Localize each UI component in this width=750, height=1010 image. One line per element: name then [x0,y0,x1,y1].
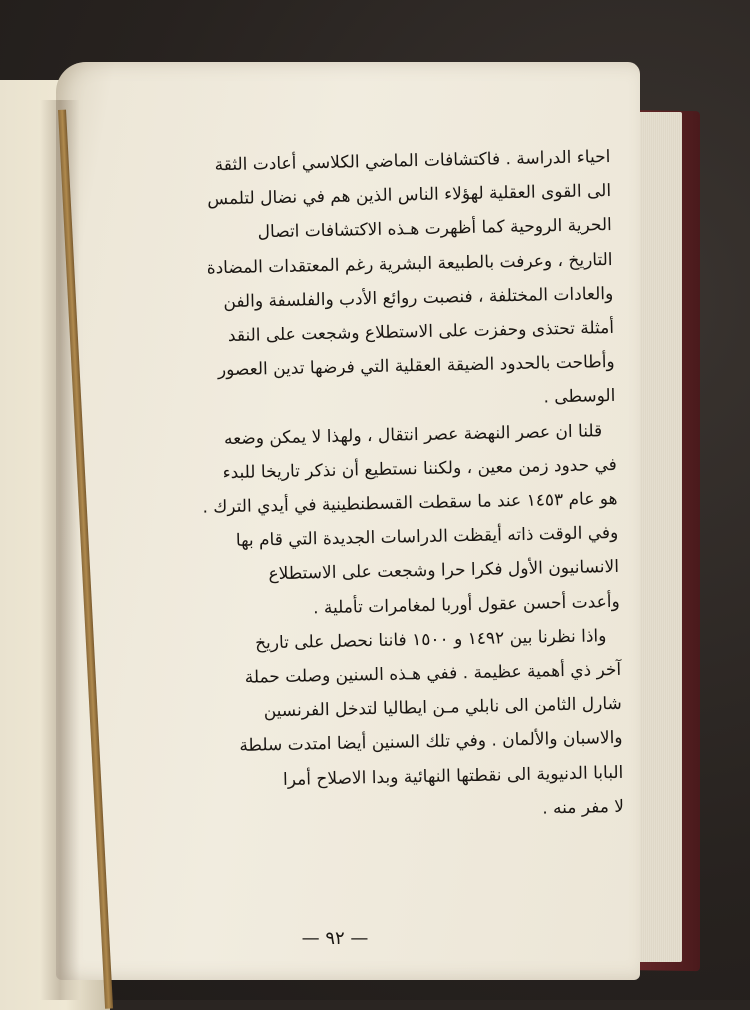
text-line: البابا الدنيوية الى نقطتها النهائية وبدا الاصلاح أمرا [282,762,624,790]
text-line: الانسانيون الأول فكرا حرا وشجعت على الاستطلاع [268,557,620,585]
text-line: وأعدت أحسن عقول أوربا لمغامرات تأملية . [312,591,620,618]
text-line: آخر ذي أهمية عظيمة . ففي هـذه السنين وصلت حملة [244,659,622,688]
text-line: أمثلة تحتذى وحفزت على الاستطلاع وشجعت على النقد [227,317,615,347]
text-line: في حدود زمن معين ، ولكننا نستطيع أن نذكر تاريخا للبدء [222,454,618,484]
text-line: قلنا ان عصر النهضة عصر انتقال ، ولهذا لا يمكن وضعه [223,420,603,449]
text-line: الى القوى العقلية لهؤلاء الناس الذين هم في نضال لتلمس [207,181,612,210]
text-line: وفي الوقت ذاته أيقظت الدراسات الجديدة التي قام بها [235,523,619,552]
text-line: وأطاحت بالحدود الضيقة العقلية التي فرضها تدين العصور [217,352,615,381]
text-line: الحرية الروحية كما أظهرت هـذه الاكتشافات اتصال [257,215,612,243]
page-number: — ٩٢ — [301,928,369,949]
text-line: الوسطى . [543,386,616,408]
spine-shadow [40,100,80,1000]
text-line: التاريخ ، وعرفت بالطبيعة البشرية رغم المعتقدات المضادة [206,249,613,279]
text-line: والاسبان والألمان . وفي تلك السنين أيضا امتدت سلطة [239,728,623,757]
text-line: هو عام ١٤٥٣ عند ما سقطت القسطنطينية في أيدي الترك . [202,488,618,518]
text-line: واذا نظرنا بين ١٤٩٢ و ١٥٠٠ فاننا نحصل على تاريخ [254,626,607,654]
text-line: شارل الثامن الى نابلي مـن ايطاليا لتدخل الفرنسين [263,694,623,722]
text-line: احياء الدراسة . فاكتشافات الماضي الكلاسي أعادت الثقة [214,146,611,176]
page-text [110,140,624,834]
text-line: لا مفر منه . [542,796,625,819]
text-line: والعادات المختلفة ، فنصبت روائع الأدب والفلسفة والفن [223,283,614,312]
